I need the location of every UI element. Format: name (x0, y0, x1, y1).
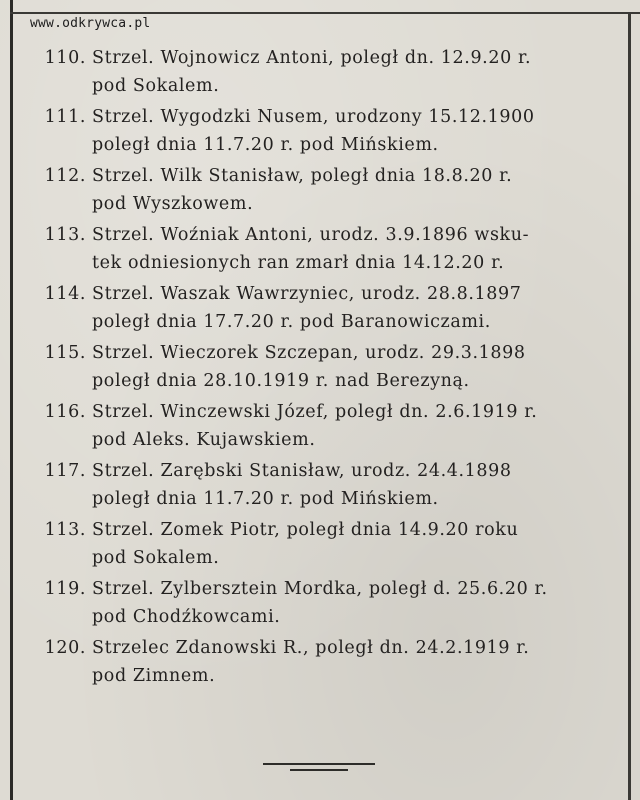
entry-text (92, 103, 616, 159)
entry-number: 111. (44, 107, 86, 127)
entry-text (92, 457, 616, 513)
entry-line: Strzel. Winczewski Józef, poległ dn. 2.6.1919 r. (92, 402, 538, 422)
entry-text (92, 575, 616, 631)
entry-number: 114. (44, 284, 86, 304)
page-border-right (628, 12, 631, 800)
entry-number: 116. (44, 402, 86, 422)
entry-line: poległ dnia 17.7.20 r. pod Baranowiczami. (92, 312, 491, 332)
watermark-text: www.odkrywca.pl (30, 16, 151, 31)
entry-line: Strzelec Zdanowski R., poległ dn. 24.2.1919 r. (92, 638, 530, 658)
entry-line: pod Aleks. Kujawskiem. (92, 430, 316, 450)
entry-number: 119. (44, 579, 86, 599)
list-entry-8 (26, 457, 616, 516)
entry-number: 117. (44, 461, 86, 481)
list-entry-4 (26, 221, 616, 280)
list-entry-11 (26, 634, 616, 693)
entry-number: 120. (44, 638, 86, 658)
entry-line: pod Sokalem. (92, 76, 220, 96)
list-entry-2 (26, 103, 616, 162)
entry-number: 112. (44, 166, 86, 186)
entry-line: pod Sokalem. (92, 548, 220, 568)
entry-number: 113. (44, 520, 86, 540)
entry-line: Strzel. Wieczorek Szczepan, urodz. 29.3.1898 (92, 343, 526, 363)
entry-number: 115. (44, 343, 86, 363)
entry-text (92, 221, 616, 277)
section-divider-short-rule (290, 769, 348, 771)
list-entry-5 (26, 280, 616, 339)
entry-line: poległ dnia 11.7.20 r. pod Mińskiem. (92, 135, 439, 155)
entry-line: Strzel. Wilk Stanisław, poległ dnia 18.8.20 r. (92, 166, 513, 186)
entry-line: Strzel. Waszak Wawrzyniec, urodz. 28.8.1897 (92, 284, 522, 304)
entry-line: Strzel. Wygodzki Nusem, urodzony 15.12.1900 (92, 107, 535, 127)
list-entry-9 (26, 516, 616, 575)
page-border-left (10, 0, 13, 800)
entry-text (92, 339, 616, 395)
list-entry-3 (26, 162, 616, 221)
entry-text (92, 516, 616, 572)
entry-line: pod Zimnem. (92, 666, 216, 686)
list-entry-10 (26, 575, 616, 634)
entry-line: poległ dnia 28.10.1919 r. nad Berezyną. (92, 371, 470, 391)
list-entry-1 (26, 44, 616, 103)
casualty-list (26, 44, 616, 693)
entry-line: Strzel. Wojnowicz Antoni, poległ dn. 12.9.20 r. (92, 48, 532, 68)
entry-text (92, 162, 616, 218)
entry-line: pod Chodźkowcami. (92, 607, 281, 627)
entry-line: Strzel. Woźniak Antoni, urodz. 3.9.1896 wsku- (92, 225, 530, 245)
entry-text (92, 398, 616, 454)
entry-number: 110. (44, 48, 86, 68)
entry-text (92, 44, 616, 100)
entry-line: Strzel. Zylbersztein Mordka, poległ d. 25.6.20 r. (92, 579, 548, 599)
entry-text (92, 280, 616, 336)
page-border-top (10, 12, 640, 14)
entry-line: tek odniesionych ran zmarł dnia 14.12.20 r. (92, 253, 505, 273)
entry-line: Strzel. Zarębski Stanisław, urodz. 24.4.1898 (92, 461, 512, 481)
entry-text (92, 634, 616, 690)
list-entry-6 (26, 339, 616, 398)
list-entry-7 (26, 398, 616, 457)
entry-line: Strzel. Zomek Piotr, poległ dnia 14.9.20 roku (92, 520, 519, 540)
section-divider-rule (263, 763, 375, 765)
entry-line: poległ dnia 11.7.20 r. pod Mińskiem. (92, 489, 439, 509)
entry-number: 113. (44, 225, 86, 245)
entry-line: pod Wyszkowem. (92, 194, 254, 214)
